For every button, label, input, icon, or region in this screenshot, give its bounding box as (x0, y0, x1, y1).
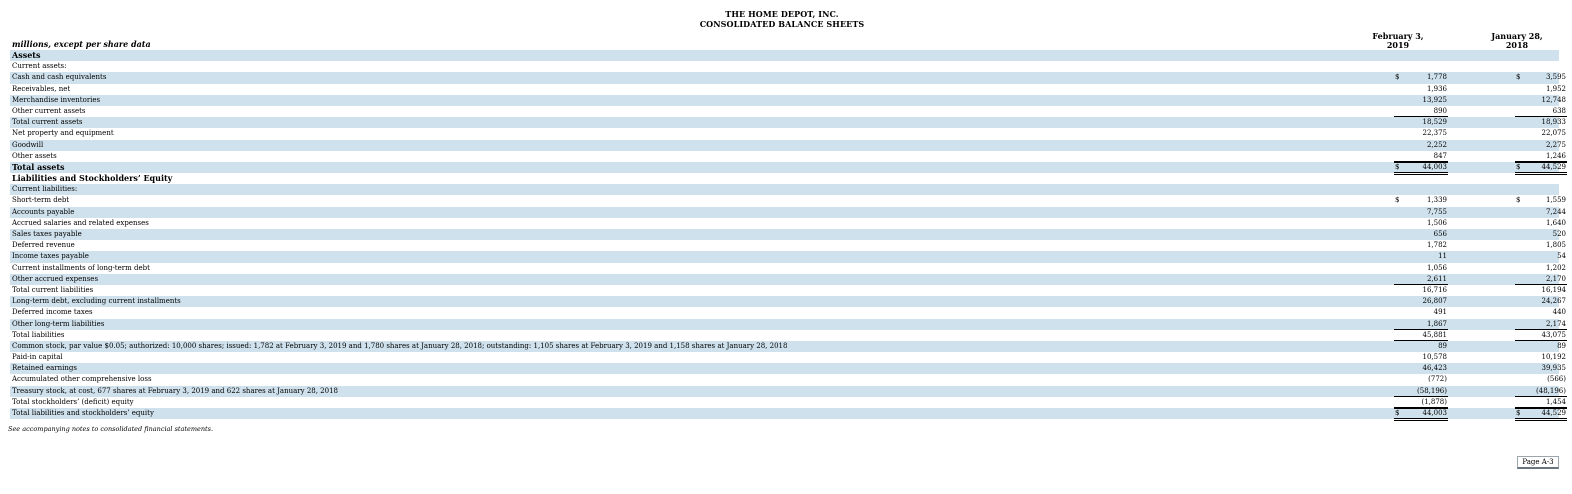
value-feb-2019-cell (1394, 162, 1448, 173)
value-jan-2018: 1,246 (1545, 151, 1566, 160)
table-row (10, 117, 1566, 128)
value-feb-2019: 1,506 (1426, 218, 1447, 227)
table-row (10, 72, 1566, 83)
value-feb-2019: 1,778 (1426, 73, 1447, 82)
row-label: Total assets (12, 161, 65, 172)
column-header-feb-2019 (1357, 32, 1439, 52)
value-feb-2019-cell (1394, 386, 1448, 397)
value-feb-2019-cell (1394, 319, 1448, 330)
value-jan-2018-cell (1515, 251, 1567, 262)
value-jan-2018: 16,194 (1541, 285, 1566, 294)
value-feb-2019: 10,578 (1422, 353, 1447, 362)
row-label: Deferred income taxes (12, 308, 93, 317)
value-jan-2018: 520 (1552, 230, 1566, 238)
table-row (10, 195, 1566, 206)
footnote: See accompanying notes to consolidated financial statements. (8, 425, 214, 433)
value-jan-2018-cell (1515, 386, 1567, 397)
table-row (10, 397, 1566, 408)
value-jan-2018-cell (1515, 95, 1567, 106)
currency-symbol: $ (1395, 162, 1400, 171)
table-row (10, 374, 1566, 385)
table-row (10, 84, 1566, 95)
value-feb-2019: (772) (1428, 375, 1447, 384)
value-jan-2018: (566) (1547, 375, 1566, 384)
value-feb-2019: (1,878) (1421, 397, 1447, 406)
value-feb-2019: 1,339 (1426, 196, 1447, 205)
table-row (10, 240, 1566, 251)
currency-symbol: $ (1516, 162, 1521, 171)
row-label: Cash and cash equivalents (12, 73, 107, 82)
value-jan-2018: 2,275 (1545, 140, 1566, 149)
table-row (10, 341, 1566, 352)
value-feb-2019: 16,716 (1422, 285, 1447, 294)
page-number-label: Page A-3 (1517, 456, 1559, 469)
value-jan-2018-cell (1515, 363, 1567, 374)
currency-symbol: $ (1395, 409, 1400, 417)
value-jan-2018: 3,595 (1545, 73, 1566, 82)
value-jan-2018: (48,196) (1536, 386, 1566, 395)
value-jan-2018: 638 (1552, 106, 1566, 115)
value-jan-2018: 10,192 (1541, 353, 1566, 362)
value-jan-2018: 44,529 (1541, 409, 1566, 417)
value-jan-2018: 1,202 (1545, 263, 1566, 272)
value-feb-2019-cell (1394, 307, 1448, 318)
table-row (10, 386, 1566, 397)
row-label: Short-term debt (12, 196, 70, 205)
row-label: Other current assets (12, 106, 86, 115)
value-feb-2019-cell (1394, 341, 1448, 352)
table-row (10, 229, 1566, 240)
row-label: Other long-term liabilities (12, 319, 105, 328)
value-jan-2018-cell (1515, 408, 1567, 419)
value-jan-2018-cell (1515, 207, 1567, 218)
value-jan-2018: 1,640 (1545, 218, 1566, 227)
value-feb-2019: 13,925 (1422, 95, 1447, 104)
currency-symbol: $ (1395, 73, 1400, 82)
units-label: millions, except per share data (12, 39, 151, 49)
value-jan-2018: 1,805 (1545, 241, 1566, 250)
table-row (10, 207, 1566, 218)
value-feb-2019-cell (1394, 106, 1448, 117)
table-row (10, 330, 1566, 341)
table-row (10, 285, 1566, 296)
table-row (10, 363, 1566, 374)
table-row (10, 173, 1559, 184)
value-feb-2019: 89 (1438, 341, 1447, 350)
value-jan-2018: 440 (1552, 308, 1566, 317)
value-jan-2018-cell (1515, 263, 1567, 274)
value-feb-2019: 44,003 (1422, 162, 1447, 171)
value-jan-2018: 54 (1557, 252, 1566, 261)
value-feb-2019: 656 (1433, 230, 1447, 238)
row-label: Goodwill (12, 140, 44, 149)
value-jan-2018: 43,075 (1541, 330, 1566, 339)
currency-symbol: $ (1516, 409, 1521, 417)
value-feb-2019-cell (1394, 95, 1448, 106)
column-header-line1: January 28, (1491, 31, 1543, 41)
table-row (10, 263, 1566, 274)
currency-symbol: $ (1395, 196, 1400, 205)
table-row (10, 408, 1566, 419)
value-jan-2018: 89 (1557, 341, 1566, 350)
value-jan-2018: 2,174 (1545, 319, 1566, 328)
value-feb-2019-cell (1394, 117, 1448, 128)
value-feb-2019-cell (1394, 151, 1448, 162)
value-feb-2019-cell (1394, 397, 1448, 408)
value-feb-2019-cell (1394, 128, 1448, 139)
row-label: Total current assets (12, 118, 83, 127)
row-label: Assets (12, 50, 41, 60)
row-label: Receivables, net (12, 84, 71, 93)
row-label: Current installments of long-term debt (12, 263, 150, 272)
table-row (10, 95, 1566, 106)
value-jan-2018-cell (1515, 397, 1567, 408)
value-feb-2019-cell (1394, 330, 1448, 341)
value-jan-2018-cell (1515, 195, 1567, 206)
value-jan-2018-cell (1515, 84, 1567, 95)
value-jan-2018-cell (1515, 106, 1567, 117)
value-jan-2018: 7,244 (1545, 207, 1566, 216)
company-name: THE HOME DEPOT, INC. (725, 9, 839, 19)
value-jan-2018-cell (1515, 162, 1567, 173)
value-feb-2019-cell (1394, 251, 1448, 262)
value-feb-2019: 44,003 (1422, 409, 1447, 417)
value-feb-2019-cell (1394, 218, 1448, 229)
row-label: Accounts payable (12, 207, 75, 216)
row-label: Total liabilities and stockholders’ equity (12, 409, 154, 417)
value-jan-2018-cell (1515, 117, 1567, 128)
value-jan-2018-cell (1515, 296, 1567, 307)
value-jan-2018: 1,454 (1545, 397, 1566, 406)
value-feb-2019: 46,423 (1422, 364, 1447, 373)
value-feb-2019: 1,867 (1426, 319, 1447, 328)
column-header-jan-2018 (1476, 32, 1558, 52)
table-row (10, 352, 1566, 363)
column-header-line2: 2019 (1386, 40, 1410, 50)
row-label: Current liabilities: (12, 185, 78, 194)
row-label: Paid-in capital (12, 353, 63, 362)
row-label: Treasury stock, at cost, 677 shares at February 3, 2019 and 622 shares at January 28, 2018 (12, 386, 338, 395)
value-feb-2019-cell (1394, 207, 1448, 218)
value-feb-2019-cell (1394, 352, 1448, 363)
table-row (10, 184, 1559, 195)
statement-title: CONSOLIDATED BALANCE SHEETS (699, 19, 865, 29)
value-jan-2018-cell (1515, 240, 1567, 251)
value-jan-2018-cell (1515, 140, 1567, 151)
value-feb-2019: 1,782 (1426, 241, 1447, 250)
value-jan-2018-cell (1515, 341, 1567, 352)
value-jan-2018-cell (1515, 128, 1567, 139)
table-row (10, 296, 1566, 307)
value-feb-2019-cell (1394, 363, 1448, 374)
value-jan-2018-cell (1515, 307, 1567, 318)
value-jan-2018-cell (1515, 352, 1567, 363)
value-feb-2019-cell (1394, 263, 1448, 274)
value-feb-2019-cell (1394, 296, 1448, 307)
value-feb-2019: 2,252 (1426, 140, 1447, 149)
value-jan-2018: 18,933 (1541, 118, 1566, 127)
value-feb-2019: 11 (1438, 252, 1447, 261)
value-jan-2018-cell (1515, 374, 1567, 385)
value-feb-2019-cell (1394, 229, 1448, 240)
table-row (10, 128, 1566, 139)
value-jan-2018: 39,935 (1541, 364, 1566, 373)
value-feb-2019-cell (1394, 285, 1448, 296)
table-row (10, 61, 1559, 72)
row-label: Accrued salaries and related expenses (12, 218, 149, 227)
value-jan-2018-cell (1515, 274, 1567, 285)
value-jan-2018-cell (1515, 151, 1567, 162)
value-feb-2019-cell (1394, 84, 1448, 95)
value-feb-2019: 7,755 (1426, 207, 1447, 216)
value-feb-2019: 22,375 (1422, 129, 1447, 138)
row-label: Retained earnings (12, 364, 77, 373)
value-feb-2019: 890 (1433, 106, 1447, 115)
row-label: Accumulated other comprehensive loss (12, 375, 152, 384)
value-feb-2019: 2,611 (1426, 274, 1447, 283)
table-row (10, 307, 1566, 318)
row-label: Current assets: (12, 62, 67, 71)
value-feb-2019: (58,196) (1417, 386, 1447, 395)
value-jan-2018-cell (1515, 285, 1567, 296)
value-jan-2018: 2,170 (1545, 274, 1566, 283)
column-header-line1: February 3, (1372, 31, 1424, 41)
row-label: Common stock, par value $0.05; authorized: 10,000 shares; issued: 1,782 at February 3, 2019 and 1,780 shares at January 28, 2018; outstanding: 1,105 shares at February 3, 2019 and 1,158 shares at January 28, 2018 (12, 341, 788, 350)
row-label: Merchandise inventories (12, 95, 101, 104)
value-jan-2018: 1,559 (1545, 196, 1566, 205)
value-feb-2019-cell (1394, 72, 1448, 83)
row-label: Long-term debt, excluding current installments (12, 297, 181, 306)
value-feb-2019-cell (1394, 274, 1448, 285)
balance-sheet-table (10, 50, 1566, 419)
value-feb-2019: 1,936 (1426, 84, 1447, 93)
currency-symbol: $ (1516, 73, 1521, 82)
row-label: Other assets (12, 151, 57, 160)
value-jan-2018: 24,267 (1541, 297, 1566, 306)
value-jan-2018-cell (1515, 72, 1567, 83)
table-row (10, 140, 1566, 151)
row-label: Total stockholders’ (deficit) equity (12, 397, 134, 406)
value-feb-2019: 491 (1433, 308, 1447, 317)
value-jan-2018-cell (1515, 229, 1567, 240)
row-label: Total liabilities (12, 330, 65, 339)
row-label: Deferred revenue (12, 241, 75, 250)
value-feb-2019: 847 (1433, 151, 1447, 160)
value-feb-2019-cell (1394, 240, 1448, 251)
value-feb-2019: 18,529 (1422, 118, 1447, 127)
currency-symbol: $ (1516, 196, 1521, 205)
row-label: Other accrued expenses (12, 274, 99, 283)
column-header-line2: 2018 (1505, 40, 1529, 50)
value-feb-2019: 45,881 (1422, 330, 1447, 339)
value-feb-2019-cell (1394, 408, 1448, 419)
statement-title-block (0, 9, 1564, 29)
row-label: Total current liabilities (12, 285, 94, 294)
value-jan-2018-cell (1515, 330, 1567, 341)
value-feb-2019-cell (1394, 374, 1448, 385)
table-row (10, 106, 1566, 117)
value-jan-2018: 12,748 (1541, 95, 1566, 104)
value-jan-2018: 22,075 (1541, 129, 1566, 138)
table-row (10, 161, 1566, 173)
value-feb-2019: 26,807 (1422, 297, 1447, 306)
table-row (10, 274, 1566, 285)
table-row (10, 251, 1566, 262)
row-label: Liabilities and Stockholders’ Equity (12, 173, 173, 184)
value-feb-2019-cell (1394, 195, 1448, 206)
table-row (10, 319, 1566, 330)
value-feb-2019-cell (1394, 140, 1448, 151)
value-feb-2019: 1,056 (1426, 263, 1447, 272)
table-row (10, 151, 1566, 162)
value-jan-2018: 44,529 (1541, 162, 1566, 171)
row-label: Sales taxes payable (12, 230, 82, 238)
row-label: Net property and equipment (12, 129, 114, 138)
table-row (10, 218, 1566, 229)
row-label: Income taxes payable (12, 252, 89, 261)
value-jan-2018-cell (1515, 319, 1567, 330)
table-row (10, 50, 1559, 61)
value-jan-2018-cell (1515, 218, 1567, 229)
value-jan-2018: 1,952 (1545, 84, 1566, 93)
